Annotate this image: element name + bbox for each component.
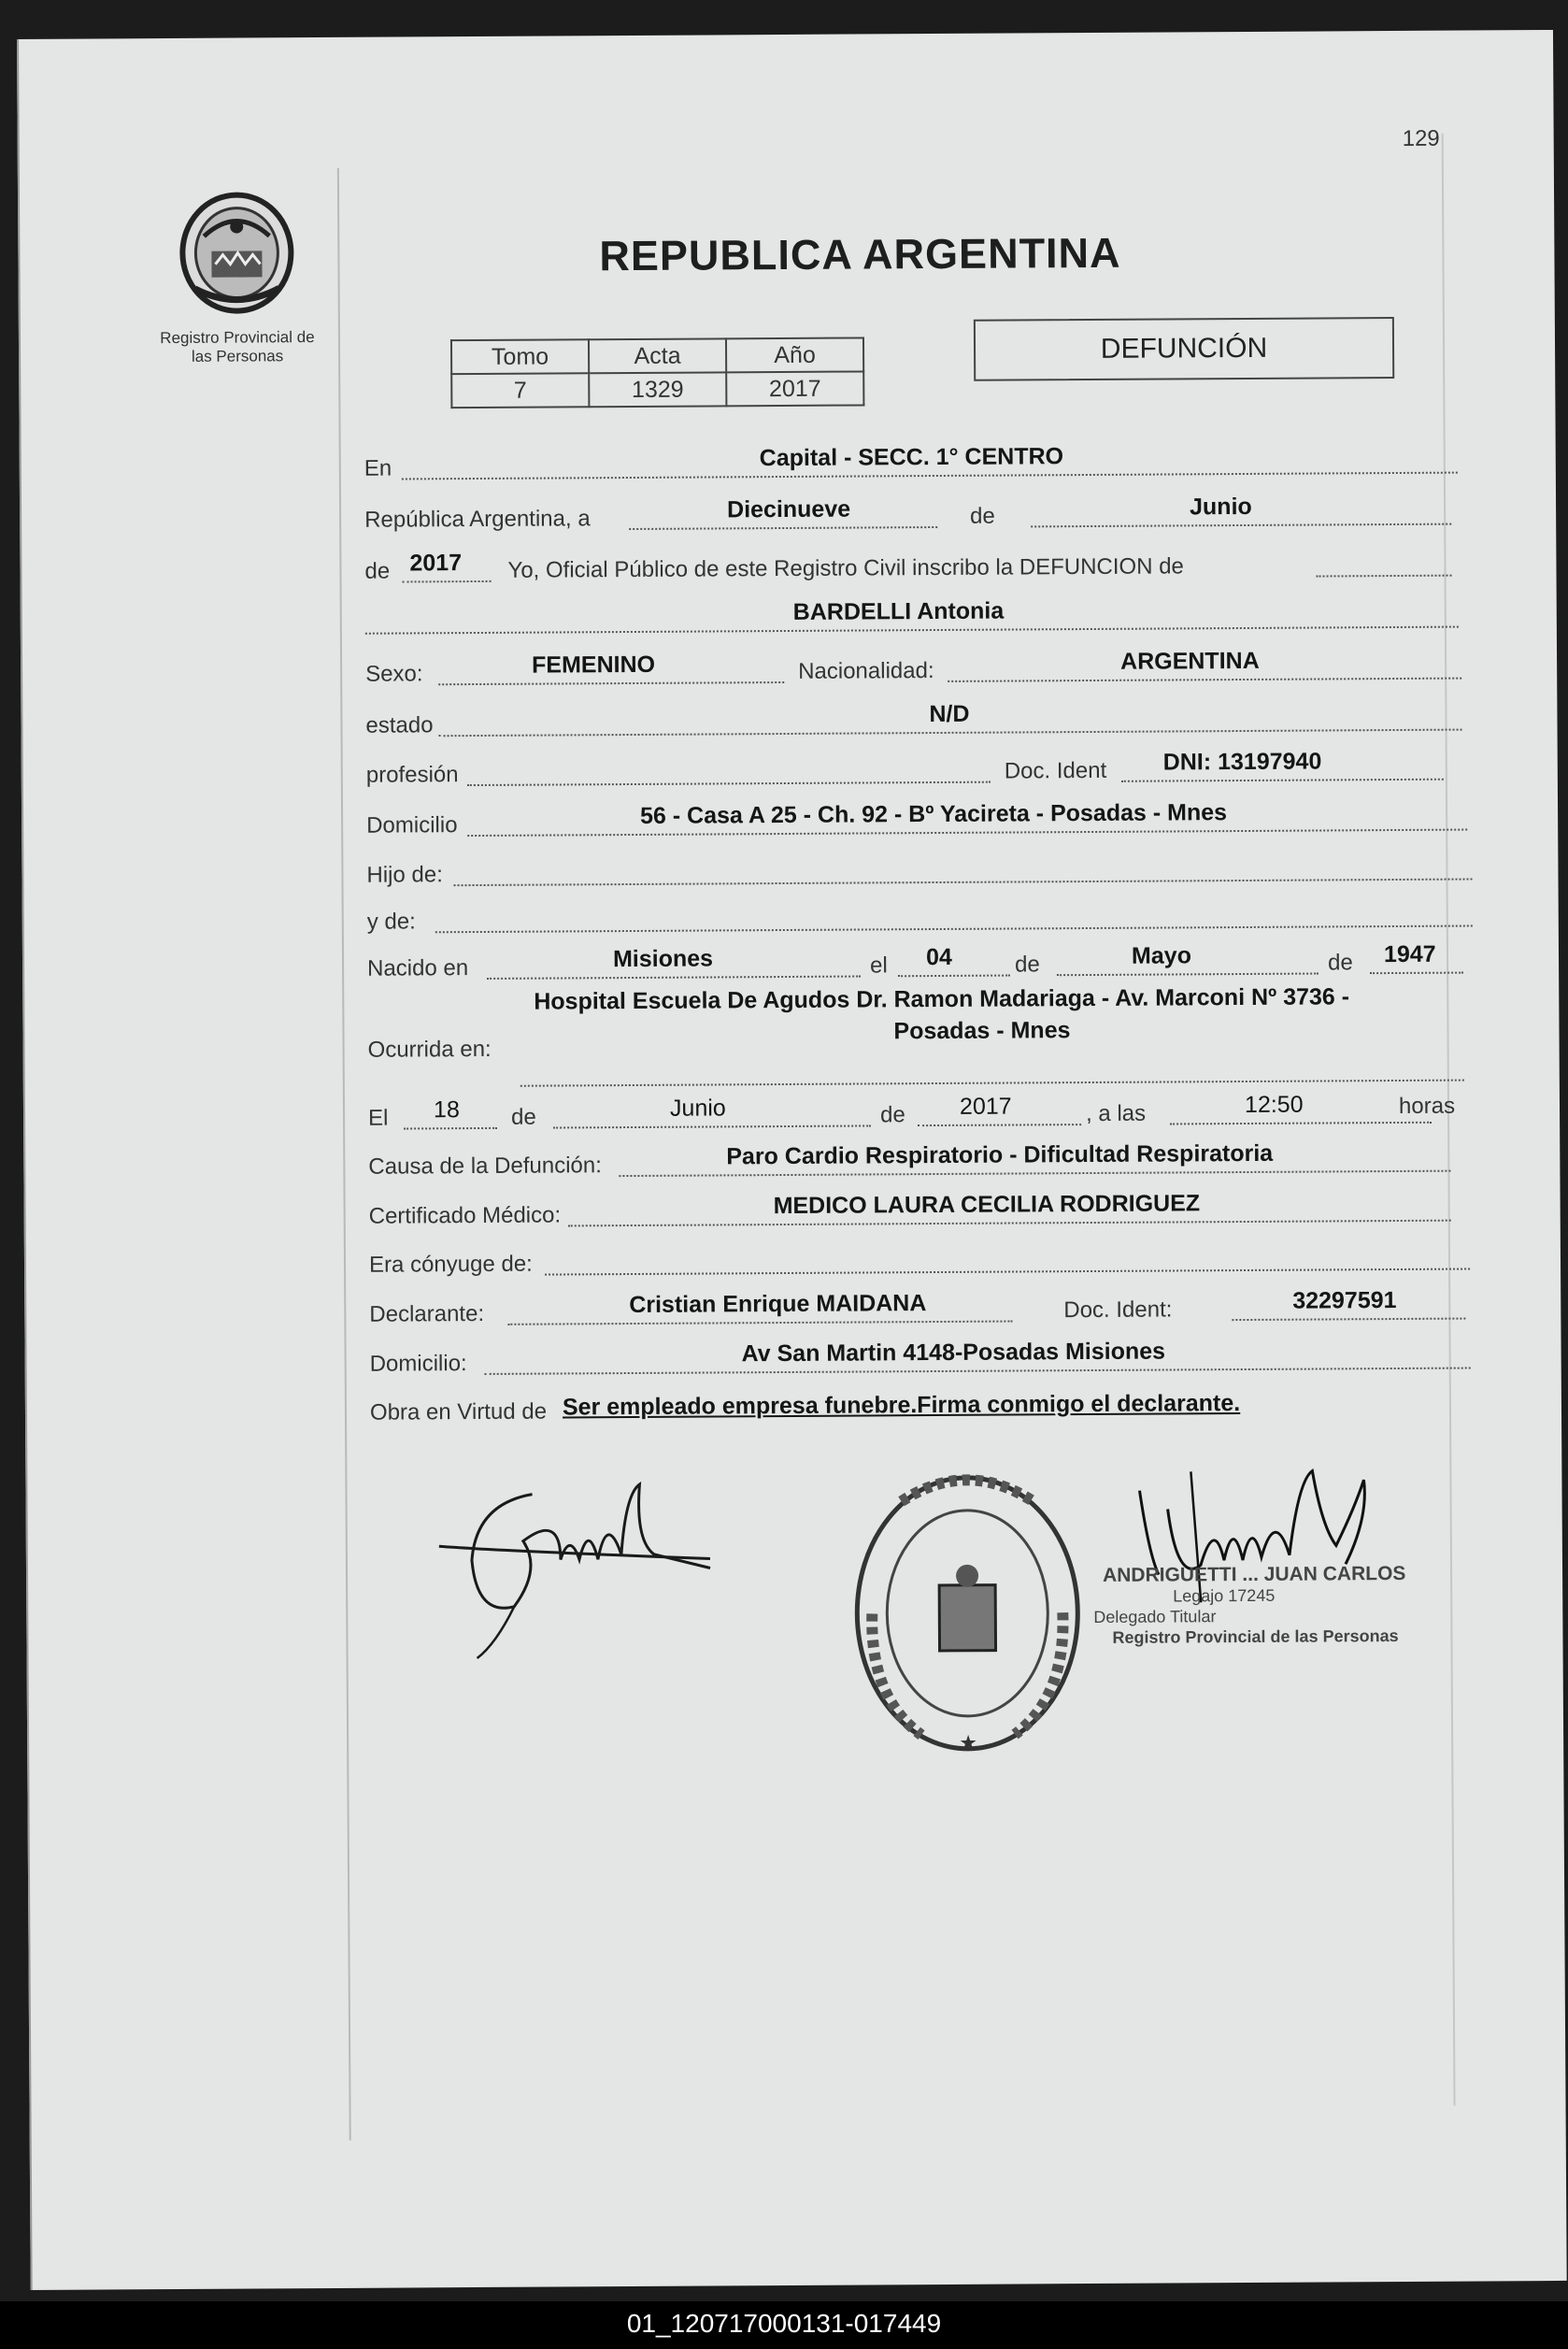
label-hijo: Hijo de: <box>366 862 443 888</box>
label-inscribo: Yo, Oficial Público de este Registro Civil inscribo la DEFUNCION de <box>507 553 1184 583</box>
document-page <box>17 30 1567 2290</box>
official-office: Registro Provincial de las Personas <box>1112 1626 1399 1647</box>
value-nacionalidad: ARGENTINA <box>1120 647 1260 675</box>
dotted-line <box>454 877 1473 887</box>
value-ocurrida-line2: Posadas - Mnes <box>893 1017 1071 1045</box>
value-name: BARDELLI Antonia <box>792 597 1005 625</box>
label-horas: horas <box>1398 1093 1456 1119</box>
row-nacido <box>347 942 1454 986</box>
row-profesion <box>346 749 1453 793</box>
acta-table <box>450 337 864 408</box>
acta-table-header-row <box>451 337 863 374</box>
label-estado: estado <box>365 712 434 738</box>
value-death-day: 18 <box>433 1096 460 1124</box>
value-declarante-doc: 32297591 <box>1292 1287 1397 1314</box>
dotted-line <box>402 470 1458 480</box>
official-name: ANDRIGUETTI ... JUAN CARLOS <box>1102 1562 1406 1586</box>
value-death-month: Junio <box>669 1095 726 1122</box>
value-birth-year: 1947 <box>1383 940 1436 968</box>
official-stamp <box>1084 1564 1459 1648</box>
svg-text:★: ★ <box>959 1730 978 1755</box>
dotted-line <box>439 727 1462 738</box>
dotted-line <box>898 973 1010 978</box>
acta-header-ano: Año <box>726 337 863 372</box>
value-day: Diecinueve <box>727 495 851 523</box>
registry-caption-line2: las Personas <box>191 347 284 365</box>
row-obra <box>349 1386 1457 1430</box>
row-domicilio <box>346 799 1453 843</box>
value-obra: Ser empleado empresa funebre.Firma conmigo el declarante. <box>562 1390 1241 1421</box>
dotted-line <box>1121 777 1444 782</box>
acta-header-tomo: Tomo <box>451 339 589 374</box>
dotted-line <box>520 1078 1464 1087</box>
row-estado <box>345 699 1452 743</box>
label-el: el <box>869 952 888 979</box>
registry-caption-line1: Registro Provincial de <box>160 328 315 348</box>
row-yde <box>347 895 1454 939</box>
official-role: Delegado Titular <box>1093 1607 1217 1626</box>
value-sexo: FEMENINO <box>532 651 656 679</box>
declarante-signature <box>420 1455 738 1672</box>
acta-value-acta: 1329 <box>589 372 726 407</box>
dotted-line <box>553 1123 871 1128</box>
label-year-de: de <box>364 558 391 584</box>
row-inscribo <box>344 545 1451 589</box>
value-year: 2017 <box>409 550 463 577</box>
label-death-de1: de <box>510 1104 536 1130</box>
value-ocurrida-line1: Hospital Escuela De Agudos Dr. Ramon Madariaga - Av. Marconi Nº 3736 - <box>534 983 1350 1015</box>
official-legajo: Legajo 17245 <box>1173 1585 1276 1606</box>
row-conyuge <box>349 1239 1456 1282</box>
label-declarante: Declarante: <box>369 1300 485 1327</box>
value-declarante: Cristian Enrique MAIDANA <box>629 1290 927 1319</box>
acta-table-value-row <box>451 371 863 408</box>
label-profesion: profesión <box>365 762 459 788</box>
dotted-line <box>1031 522 1451 528</box>
label-ocurrida: Ocurrida en: <box>367 1036 492 1063</box>
row-hijo <box>346 849 1453 893</box>
dotted-line <box>1057 971 1319 977</box>
label-de: de <box>970 503 995 529</box>
label-alas: , a las <box>1085 1100 1147 1127</box>
label-yde: y de: <box>366 909 416 935</box>
dotted-line <box>1170 1120 1432 1125</box>
label-death-el: El <box>367 1105 389 1131</box>
seal-icon <box>845 1463 1090 1764</box>
row-certificado <box>349 1190 1456 1234</box>
dotted-line <box>487 974 861 980</box>
dotted-line <box>568 1218 1451 1227</box>
dotted-line <box>545 1267 1470 1276</box>
value-birth-month: Mayo <box>1131 942 1192 969</box>
value-causa: Paro Cardio Respiratorio - Dificultad Respiratoria <box>726 1139 1274 1170</box>
dotted-line <box>403 579 492 583</box>
row-declarante <box>349 1288 1456 1332</box>
acta-value-tomo: 7 <box>451 373 589 408</box>
label-doc-ident: Doc. Ident <box>1004 757 1107 784</box>
dotted-line <box>365 624 1459 635</box>
label-declarante-doc: Doc. Ident: <box>1063 1296 1173 1324</box>
value-domicilio2: Av San Martin 4148-Posadas Misiones <box>741 1338 1166 1368</box>
label-causa: Causa de la Defunción: <box>368 1153 602 1180</box>
coat-of-arms-icon <box>166 178 307 319</box>
dotted-line <box>1370 970 1463 975</box>
value-en: Capital - SECC. 1° CENTRO <box>759 443 1064 472</box>
label-nacionalidad: Nacionalidad: <box>798 658 934 684</box>
dotted-line <box>467 827 1467 838</box>
dotted-line <box>435 924 1473 934</box>
footer-code: 01_120717000131-017449 <box>626 2309 942 2338</box>
label-domicilio2: Domicilio: <box>369 1351 467 1377</box>
label-death-de2: de <box>879 1102 905 1128</box>
value-death-time: 12:50 <box>1244 1091 1304 1118</box>
row-name <box>345 596 1452 640</box>
row-domicilio2 <box>349 1338 1457 1382</box>
dotted-line <box>507 1319 1012 1325</box>
dotted-line <box>918 1122 1081 1126</box>
value-certificado: MEDICO LAURA CECILIA RODRIGUEZ <box>773 1190 1201 1220</box>
label-sexo: Sexo: <box>365 661 423 687</box>
row-death-date <box>348 1092 1455 1136</box>
registry-logo <box>152 178 321 366</box>
dotted-line <box>948 676 1461 682</box>
main-title: REPUBLICA ARGENTINA <box>599 228 1121 280</box>
dotted-line <box>438 680 784 685</box>
value-domicilio: 56 - Casa A 25 - Ch. 92 - Bº Yacireta - Posadas - Mnes <box>640 799 1228 829</box>
label-republica: República Argentina, a <box>364 506 591 533</box>
dotted-line <box>485 1366 1471 1375</box>
row-republica <box>344 494 1451 537</box>
value-nacido: Misiones <box>612 945 714 973</box>
registry-caption <box>153 328 321 366</box>
row-ocurrida-dots <box>348 1050 1455 1094</box>
label-birth-de2: de <box>1327 950 1353 976</box>
row-en <box>344 442 1451 486</box>
row-causa <box>348 1140 1455 1184</box>
value-birth-day: 04 <box>925 943 952 971</box>
acta-value-ano: 2017 <box>726 371 863 406</box>
dotted-line <box>467 780 991 786</box>
row-sexo <box>345 648 1452 692</box>
dotted-line <box>1317 573 1452 578</box>
official-seal <box>845 1463 1090 1769</box>
dotted-line <box>404 1125 497 1130</box>
label-obra: Obra en Virtud de <box>369 1398 548 1425</box>
label-certificado: Certificado Médico: <box>368 1202 562 1229</box>
label-birth-de1: de <box>1014 952 1040 978</box>
value-death-year: 2017 <box>959 1093 1012 1120</box>
label-en: En <box>363 455 392 481</box>
value-doc-ident: DNI: 13197940 <box>1162 748 1322 776</box>
label-domicilio: Domicilio <box>366 812 458 838</box>
acta-header-acta: Acta <box>589 338 726 373</box>
value-estado: N/D <box>929 700 970 728</box>
page-number: 129 <box>1402 125 1440 151</box>
dotted-line <box>629 524 937 530</box>
label-nacido: Nacido en <box>366 955 469 981</box>
label-conyuge: Era cónyuge de: <box>368 1251 533 1278</box>
value-month: Junio <box>1189 493 1252 521</box>
dotted-line <box>1232 1316 1465 1322</box>
document-type-box: DEFUNCIÓN <box>974 317 1394 381</box>
